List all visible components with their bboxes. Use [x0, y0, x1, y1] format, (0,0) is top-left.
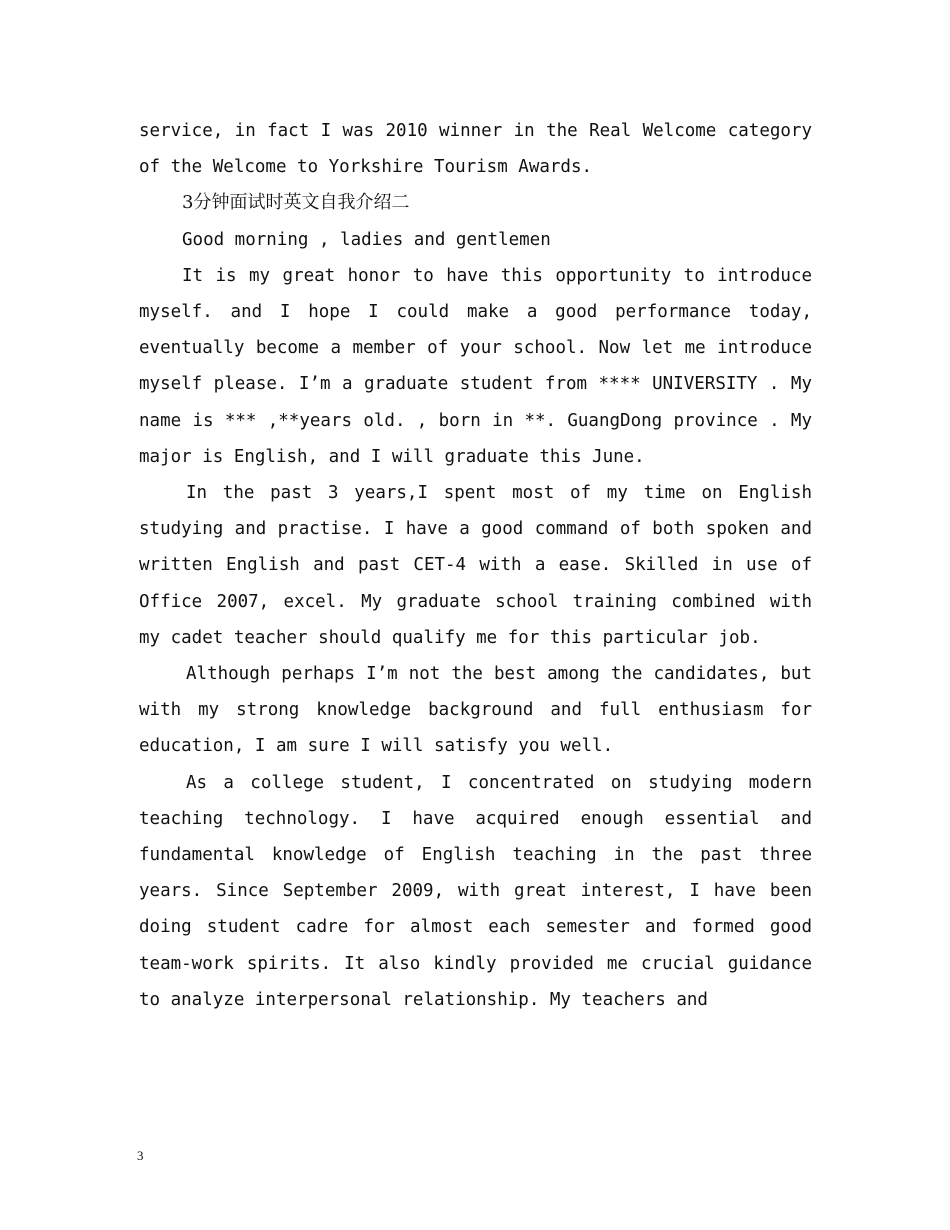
paragraph-college: As a college student, I concentrated on studying modern teaching technology. I have acquired enough essential and fundamental knowledge of English teaching in the past three years. Since September 2009, with great interest, I have been doing student cadre for almost each semester and formed good team-work spirits. It also kindly provided me crucial guidance to analyze interpersonal relationship. My teachers and	[139, 772, 812, 1010]
paragraph-candidates: Although perhaps I’m not the best among the candidates, but with my strong knowledge background and full enthusiasm for education, I am sure I will satisfy you well.	[139, 664, 812, 757]
paragraph-introduction: It is my great honor to have this opportunity to introduce myself. and I hope I could make a good performance today, eventually become a member of your school. Now let me introduce myself please. I’m a graduate student from **** UNIVERSITY . My name is *** ,**years old. , born in **. GuangDong province . My major is English, and I will graduate this June.	[139, 265, 812, 467]
paragraph-continuation: service, in fact I was 2010 winner in the Real Welcome category of the Welcome to Yorkshire Tourism Awards.	[139, 121, 812, 178]
paragraph-studies: In the past 3 years,I spent most of my time on English studying and practise. I have a good command of both spoken and written English and past CET-4 with a ease. Skilled in use of Office 2007, excel. My graduate school training combined with my cadet teacher should qualify me for this particular job.	[139, 483, 812, 648]
body-text	[139, 113, 812, 1018]
paragraph-greeting: Good morning , ladies and gentlemen	[182, 229, 551, 250]
page-number: 3	[137, 1148, 144, 1163]
section-heading: 3分钟面试时英文自我介绍二	[182, 192, 410, 214]
